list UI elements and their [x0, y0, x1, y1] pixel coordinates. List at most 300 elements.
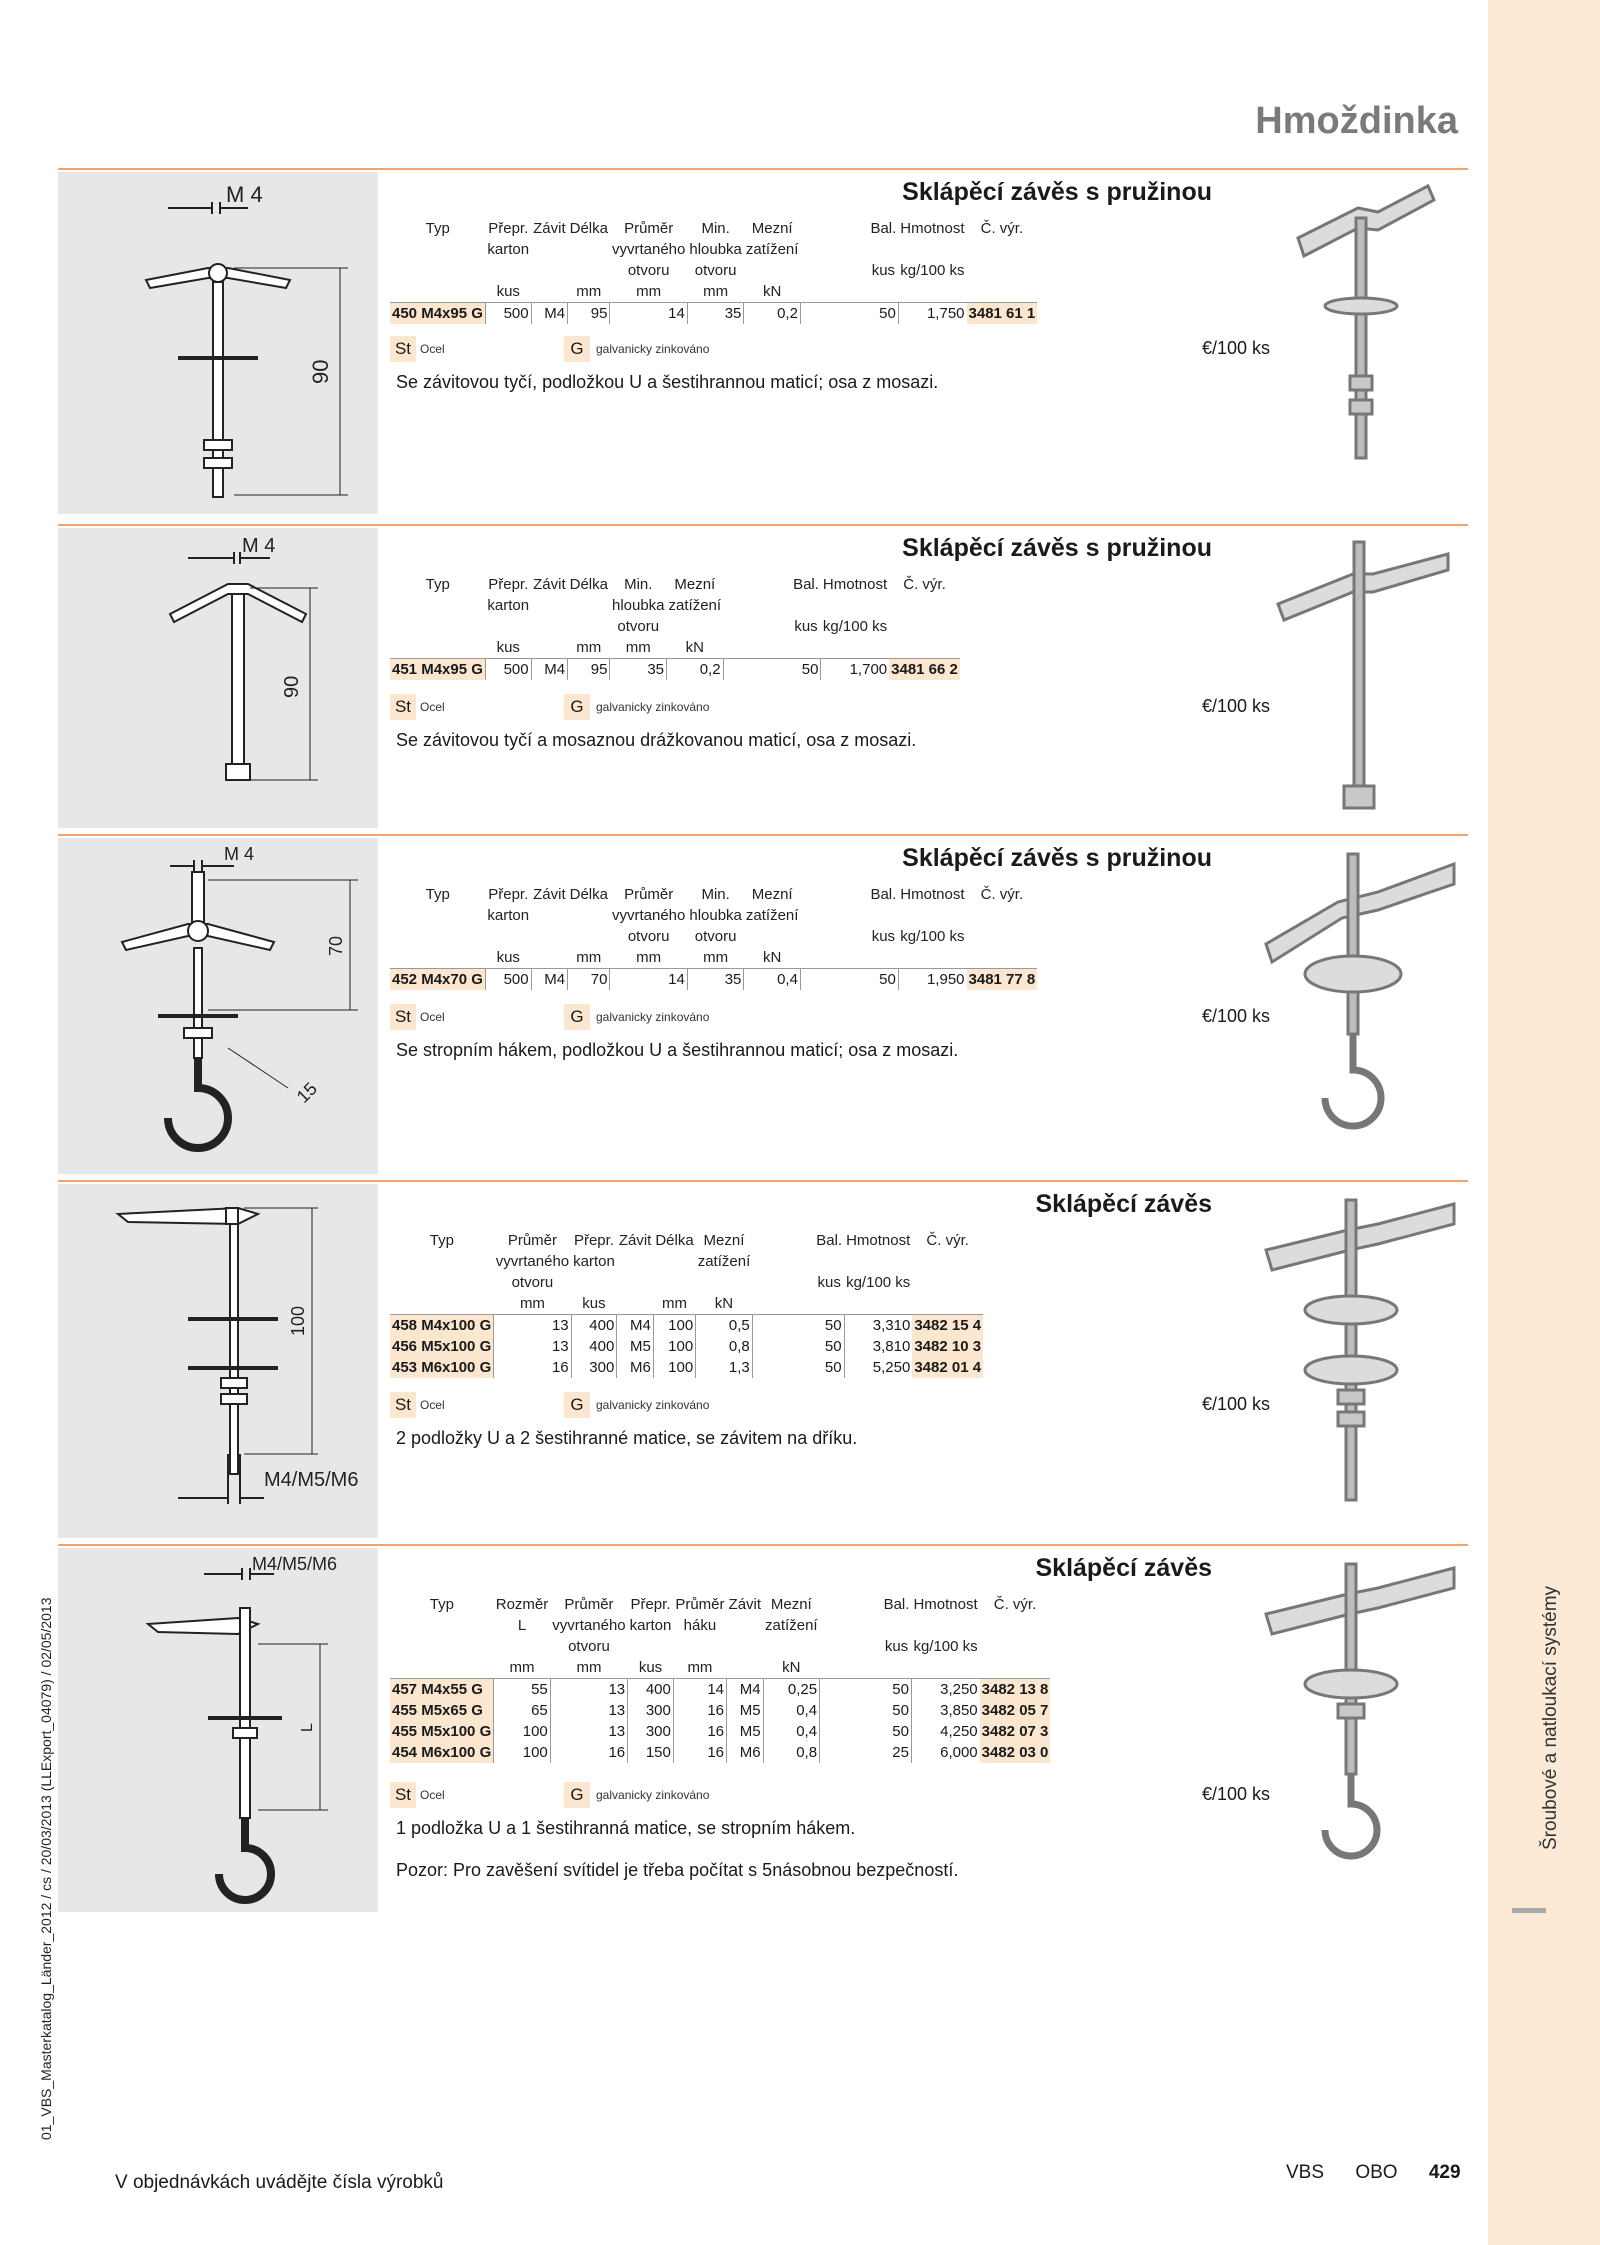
- table-cell: 95: [568, 303, 610, 325]
- column-header: kN: [763, 949, 782, 966]
- column-header: [667, 616, 724, 637]
- column-header: [727, 1657, 764, 1679]
- column-header: [390, 947, 485, 969]
- column-header: Hmotnost: [846, 1232, 911, 1249]
- material-badges: [390, 1782, 1270, 1808]
- product-type: 454 M6x100 G: [390, 1742, 494, 1763]
- section-title: Sklápěcí závěs s pružinou: [902, 178, 1212, 206]
- table-cell: 500: [485, 969, 531, 991]
- column-header: otvoru: [694, 928, 737, 945]
- column-header: [980, 1615, 1051, 1636]
- drawing-label-hook: 15: [292, 1078, 321, 1107]
- section-description: 2 podložky U a 2 šestihranné matice, se závitem na dříku.: [396, 1428, 858, 1448]
- section-divider: [58, 834, 1468, 836]
- drawing-label-length: L: [299, 1723, 316, 1732]
- column-header: [727, 1615, 764, 1636]
- column-header: mm: [662, 1295, 688, 1312]
- table-cell: 16: [673, 1700, 726, 1721]
- table-cell: 4,250: [911, 1721, 979, 1742]
- column-header: [763, 1636, 820, 1657]
- table-cell: 65: [494, 1700, 551, 1721]
- column-header: mm: [509, 1659, 535, 1676]
- column-header: Hmotnost: [900, 886, 965, 903]
- column-header: mm: [625, 639, 651, 656]
- column-header: Č. výr.: [980, 886, 1024, 903]
- table-cell: 100: [653, 1336, 695, 1357]
- table-row: [390, 1336, 983, 1357]
- column-header: Bal.: [883, 1596, 910, 1613]
- column-header: mm: [519, 1295, 545, 1312]
- price-unit: €/100 ks: [1201, 1006, 1270, 1026]
- column-header: Typ: [425, 886, 450, 903]
- product-type: 458 M4x100 G: [390, 1315, 494, 1337]
- side-marker: [1512, 1908, 1546, 1913]
- galvanized-label: galvanicky zinkováno: [596, 342, 710, 356]
- column-header: [967, 947, 1038, 969]
- column-header: Průměr: [624, 886, 674, 903]
- table-row: [390, 303, 1037, 325]
- material-badges: [390, 1392, 1270, 1418]
- header-row: [390, 574, 960, 595]
- column-header: Průměr: [564, 1596, 614, 1613]
- column-header: [390, 1615, 494, 1636]
- steel-label: Ocel: [420, 1398, 445, 1412]
- table-cell: 300: [628, 1721, 674, 1742]
- table-cell: 3,310: [844, 1315, 912, 1337]
- column-header: zatížení: [697, 1253, 751, 1270]
- table-cell: 0,2: [667, 659, 724, 681]
- table-cell: 500: [485, 659, 531, 681]
- product-section-5: [58, 1544, 1468, 1914]
- galvanized-badge: G: [564, 694, 590, 720]
- column-header: [617, 1293, 654, 1315]
- header-row: [390, 1272, 983, 1293]
- table-cell: 13: [550, 1721, 627, 1742]
- column-header: Závit: [533, 220, 566, 237]
- product-type: 452 M4x70 G: [390, 969, 485, 991]
- column-header: kN: [685, 639, 704, 656]
- table-cell: 16: [550, 1742, 627, 1763]
- column-header: [568, 595, 610, 616]
- drawing-label-length: 90: [281, 675, 303, 698]
- column-header: [673, 1636, 726, 1657]
- page-number: 429: [1428, 2162, 1461, 2183]
- technical-drawing: [58, 1184, 378, 1538]
- column-header: otvoru: [617, 618, 660, 635]
- column-header: mm: [576, 1659, 602, 1676]
- table-cell: 100: [653, 1357, 695, 1378]
- column-header: Mezní: [674, 576, 716, 593]
- column-header: mm: [576, 949, 602, 966]
- column-header: [531, 595, 568, 616]
- header-row: [390, 947, 1037, 969]
- column-header: [967, 239, 1038, 260]
- price-unit: €/100 ks: [1201, 338, 1270, 358]
- table-cell: M4: [531, 303, 568, 325]
- table-row: [390, 969, 1037, 991]
- table-cell: 5,250: [844, 1357, 912, 1378]
- table-cell: 13: [494, 1336, 571, 1357]
- product-type: 453 M6x100 G: [390, 1357, 494, 1378]
- column-header: [744, 926, 801, 947]
- table-cell: 55: [494, 1679, 551, 1701]
- column-header: [744, 260, 801, 281]
- table-cell: M4: [531, 969, 568, 991]
- price-unit: €/100 ks: [1201, 696, 1270, 716]
- table-row: [390, 1679, 1050, 1701]
- column-header: Závit: [618, 1232, 652, 1249]
- column-header: vyvrtaného: [495, 1253, 570, 1270]
- column-header: kg/100 ks: [913, 1638, 978, 1655]
- table-row: [390, 659, 960, 681]
- column-header: [911, 1657, 979, 1679]
- column-header: karton: [487, 241, 530, 258]
- column-header: [911, 1615, 979, 1636]
- side-category-label: Šroubové a natloukací systémy: [1540, 1585, 1561, 1850]
- column-header: [531, 281, 568, 303]
- catalog-number: 3482 03 0: [981, 1744, 1049, 1761]
- section-description: Se závitovou tyčí a mosaznou drážkovanou maticí, osa z mosazi.: [396, 730, 917, 750]
- header-row: [390, 1594, 1050, 1615]
- column-header: [800, 947, 898, 969]
- galvanized-badge: G: [564, 1004, 590, 1030]
- header-row: [390, 239, 1037, 260]
- drawing-label-thread: M4/M5/M6: [264, 1469, 359, 1491]
- table-cell: 50: [820, 1679, 912, 1701]
- section-divider: [58, 524, 1468, 526]
- column-header: [568, 260, 610, 281]
- drawing-label-thread: M4/M5/M6: [252, 1554, 338, 1574]
- column-header: hloubka: [611, 597, 665, 614]
- product-section-2: [58, 524, 1468, 830]
- table-cell: M6: [727, 1742, 764, 1763]
- column-header: [485, 260, 531, 281]
- column-header: zatížení: [668, 597, 722, 614]
- table-cell: M4: [617, 1315, 654, 1337]
- header-row: [390, 1293, 983, 1315]
- column-header: kus: [496, 283, 520, 300]
- column-header: zatížení: [745, 241, 799, 258]
- table-cell: 400: [628, 1679, 674, 1701]
- column-header: karton: [487, 907, 530, 924]
- column-header: [653, 1272, 695, 1293]
- column-header: Typ: [425, 220, 450, 237]
- table-cell: 100: [653, 1315, 695, 1337]
- drawing-label-thread: M 4: [224, 844, 255, 864]
- column-header: karton: [629, 1617, 672, 1634]
- table-row: [390, 1700, 1050, 1721]
- column-header: [889, 637, 960, 659]
- column-header: Typ: [429, 1596, 454, 1613]
- vertical-metadata: 01_VBS_Masterkatalog_Länder_2012 / cs / 20/03/2013 (LLExport_04079) / 02/05/2013: [38, 1597, 54, 2140]
- table-cell: 50: [820, 1700, 912, 1721]
- table-cell: 150: [628, 1742, 674, 1763]
- column-header: [912, 1293, 983, 1315]
- drawing-label-thread: M 4: [226, 182, 263, 207]
- material-badges: [390, 694, 1270, 720]
- technical-drawing: [58, 172, 378, 514]
- column-header: [485, 926, 531, 947]
- column-header: Č. výr.: [903, 576, 946, 593]
- column-header: Min.: [701, 886, 730, 903]
- galvanized-label: galvanicky zinkováno: [596, 1010, 710, 1024]
- column-header: [980, 1636, 1051, 1657]
- section-title: Sklápěcí závěs: [1035, 1554, 1212, 1582]
- technical-drawing: [58, 838, 378, 1174]
- column-header: mm: [636, 949, 662, 966]
- footer-order-note: V objednávkách uvádějte čísla výrobků: [115, 2172, 444, 2193]
- column-header: [390, 281, 485, 303]
- column-header: [821, 595, 889, 616]
- product-section-4: [58, 1180, 1468, 1540]
- column-header: [967, 260, 1038, 281]
- technical-drawing: [58, 1548, 378, 1912]
- product-photo: [1258, 844, 1458, 1154]
- table-cell: 100: [494, 1742, 551, 1763]
- table-row: [390, 1315, 983, 1337]
- column-header: [912, 1272, 983, 1293]
- column-header: Závit: [728, 1596, 762, 1613]
- table-cell: 0,5: [696, 1315, 753, 1337]
- section-title: Sklápěcí závěs s pružinou: [902, 844, 1212, 872]
- catalog-number: 3481 66 2: [889, 659, 960, 681]
- column-header: Č. výr.: [926, 1232, 969, 1249]
- column-header: kus: [871, 928, 896, 945]
- column-header: [531, 616, 568, 637]
- table-cell: 13: [550, 1679, 627, 1701]
- table-cell: 13: [494, 1315, 571, 1337]
- column-header: Průměr: [675, 1596, 725, 1613]
- steel-badge: St: [390, 336, 416, 362]
- column-header: Typ: [429, 1232, 454, 1249]
- column-header: Rozměr: [495, 1596, 549, 1613]
- column-header: [390, 595, 485, 616]
- column-header: L: [517, 1617, 527, 1634]
- column-header: Přepr.: [573, 1232, 614, 1249]
- column-header: karton: [487, 597, 530, 614]
- table-cell: 500: [485, 303, 531, 325]
- column-header: Č. výr.: [993, 1596, 1037, 1613]
- table-cell: 3,850: [911, 1700, 979, 1721]
- header-row: [390, 1615, 1050, 1636]
- table-cell: M4: [531, 659, 568, 681]
- table-cell: M5: [727, 1721, 764, 1742]
- column-header: otvoru: [627, 928, 670, 945]
- column-header: [844, 1293, 912, 1315]
- column-header: [628, 1636, 674, 1657]
- column-header: [485, 616, 531, 637]
- table-cell: 16: [494, 1357, 571, 1378]
- table-cell: 0,8: [763, 1742, 820, 1763]
- price-unit: €/100 ks: [1201, 1784, 1270, 1804]
- table-cell: 70: [568, 969, 610, 991]
- table-cell: 35: [687, 969, 744, 991]
- table-cell: 50: [820, 1721, 912, 1742]
- catalog-number: 3482 15 4: [912, 1315, 983, 1337]
- column-header: kN: [714, 1295, 734, 1312]
- price-unit: €/100 ks: [1201, 1394, 1270, 1414]
- header-row: [390, 281, 1037, 303]
- header-row: [390, 1230, 983, 1251]
- catalog-number: 3482 01 4: [914, 1359, 982, 1376]
- column-header: [800, 905, 898, 926]
- catalog-number: 3481 61 1: [967, 303, 1038, 325]
- column-header: [390, 616, 485, 637]
- column-header: Min.: [624, 576, 653, 593]
- header-row: [390, 1636, 1050, 1657]
- section-description: 1 podložka U a 1 šestihranná matice, se stropním hákem.: [396, 1818, 856, 1838]
- product-type: 457 M4x55 G: [390, 1679, 494, 1701]
- spec-table: [390, 1230, 983, 1378]
- galvanized-badge: G: [564, 336, 590, 362]
- column-header: Mezní: [703, 1232, 745, 1249]
- table-cell: 50: [752, 1336, 844, 1357]
- table-cell: 3,810: [844, 1336, 912, 1357]
- column-header: [912, 1251, 983, 1272]
- header-row: [390, 260, 1037, 281]
- galvanized-label: galvanicky zinkováno: [596, 1398, 710, 1412]
- table-cell: 14: [610, 303, 687, 325]
- column-header: [898, 947, 966, 969]
- column-header: [494, 1636, 551, 1657]
- column-header: kus: [871, 262, 896, 279]
- column-header: [967, 905, 1038, 926]
- galvanized-label: galvanicky zinkováno: [596, 1788, 710, 1802]
- column-header: Průměr: [507, 1232, 558, 1249]
- column-header: [617, 1272, 654, 1293]
- column-header: zatížení: [745, 907, 799, 924]
- column-header: [390, 1293, 494, 1315]
- table-cell: 400: [571, 1315, 617, 1337]
- column-header: [531, 239, 568, 260]
- header-row: [390, 616, 960, 637]
- table-cell: 16: [673, 1721, 726, 1742]
- column-header: Přepr.: [488, 220, 529, 237]
- steel-badge: St: [390, 1392, 416, 1418]
- column-header: [568, 926, 610, 947]
- table-cell: 50: [752, 1315, 844, 1337]
- product-type: 451 M4x95 G: [390, 659, 485, 681]
- technical-drawing: [58, 528, 378, 828]
- column-header: [390, 1251, 494, 1272]
- table-cell: 400: [571, 1336, 617, 1357]
- spec-table: [390, 218, 1037, 324]
- catalog-number: 3482 13 8: [980, 1679, 1051, 1701]
- table-cell: M6: [617, 1357, 654, 1378]
- column-header: [800, 281, 898, 303]
- column-header: vyvrtaného: [611, 907, 686, 924]
- column-header: [898, 239, 966, 260]
- table-cell: 100: [494, 1721, 551, 1742]
- column-header: Délka: [655, 1232, 694, 1249]
- column-header: [898, 281, 966, 303]
- column-header: [531, 905, 568, 926]
- column-header: vyvrtaného: [552, 1617, 626, 1634]
- table-cell: 1,3: [696, 1357, 753, 1378]
- column-header: Délka: [569, 220, 608, 237]
- column-header: [390, 637, 485, 659]
- table-cell: 14: [673, 1679, 726, 1701]
- column-header: Č. výr.: [980, 220, 1024, 237]
- column-header: [752, 1251, 844, 1272]
- column-header: [800, 239, 898, 260]
- column-header: hloubka: [689, 907, 742, 924]
- column-header: [889, 595, 960, 616]
- column-header: [571, 1272, 617, 1293]
- section-divider: [58, 168, 1468, 170]
- column-header: Délka: [569, 886, 608, 903]
- table-cell: 95: [568, 659, 610, 681]
- column-header: otvoru: [694, 262, 737, 279]
- table-cell: 13: [550, 1700, 627, 1721]
- catalog-number: 3481 77 8: [967, 969, 1038, 991]
- column-header: otvoru: [627, 262, 670, 279]
- catalog-number: 3482 10 3: [914, 1338, 982, 1355]
- header-row: [390, 1657, 1050, 1679]
- column-header: [390, 260, 485, 281]
- column-header: Délka: [569, 576, 608, 593]
- catalog-number: 3482 07 3: [981, 1723, 1049, 1740]
- column-header: kus: [817, 1274, 841, 1291]
- column-header: kus: [496, 639, 520, 656]
- column-header: hloubka: [689, 241, 742, 258]
- column-header: [696, 1272, 753, 1293]
- product-section-3: [58, 834, 1468, 1174]
- column-header: kg/100 ks: [846, 1274, 911, 1291]
- column-header: [390, 926, 485, 947]
- column-header: [820, 1657, 912, 1679]
- drawing-label-length: 100: [288, 1305, 308, 1336]
- spec-table: [390, 574, 960, 680]
- column-header: kg/100 ks: [822, 618, 888, 635]
- column-header: Mezní: [751, 886, 793, 903]
- table-cell: 0,4: [763, 1700, 820, 1721]
- header-row: [390, 926, 1037, 947]
- column-header: mm: [576, 639, 602, 656]
- table-row: [390, 1357, 983, 1378]
- footer-brand-vbs: VBS: [1286, 2162, 1325, 2183]
- column-header: Bal.: [870, 886, 897, 903]
- footer-brand-obo: OBO: [1355, 2162, 1398, 2183]
- product-type: 456 M5x100 G: [390, 1336, 494, 1357]
- column-header: [898, 905, 966, 926]
- column-header: [531, 926, 568, 947]
- galvanized-badge: G: [564, 1392, 590, 1418]
- column-header: [752, 1293, 844, 1315]
- column-header: kus: [582, 1295, 606, 1312]
- steel-label: Ocel: [420, 1010, 445, 1024]
- galvanized-label: galvanicky zinkováno: [596, 700, 710, 714]
- column-header: kus: [884, 1638, 909, 1655]
- footer-brand: [1286, 2162, 1461, 2184]
- column-header: mm: [703, 949, 729, 966]
- column-header: Mezní: [751, 220, 793, 237]
- section-divider: [58, 1544, 1468, 1546]
- table-row: [390, 1721, 1050, 1742]
- product-photo: [1258, 178, 1458, 478]
- table-cell: 0,25: [763, 1679, 820, 1701]
- column-header: [531, 947, 568, 969]
- section-description: Se stropním hákem, podložkou U a šestihrannou maticí; osa z mosazi.: [396, 1040, 959, 1060]
- column-header: [889, 616, 960, 637]
- column-header: Přepr.: [488, 576, 529, 593]
- header-row: [390, 595, 960, 616]
- column-header: Průměr: [624, 220, 674, 237]
- column-header: háku: [683, 1617, 717, 1634]
- page-title: Hmoždinka: [1255, 100, 1458, 142]
- column-header: Hmotnost: [822, 576, 888, 593]
- column-header: Bal.: [816, 1232, 843, 1249]
